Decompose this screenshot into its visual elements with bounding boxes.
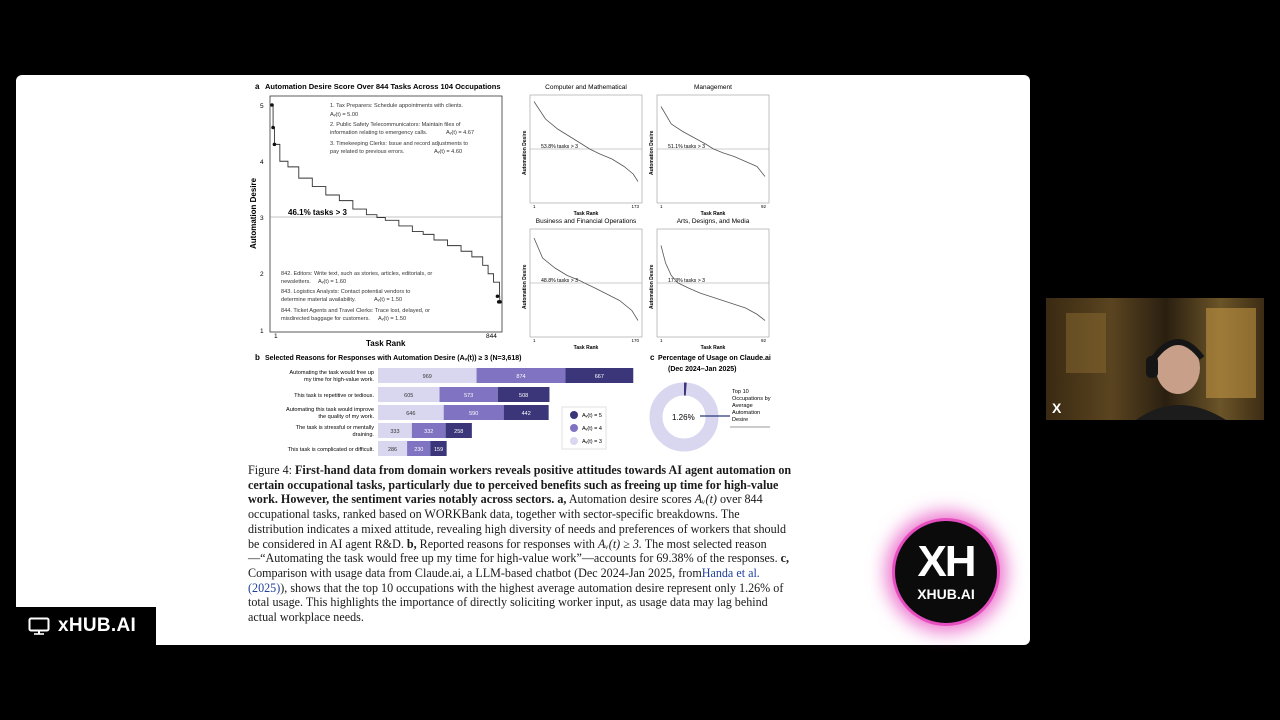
panel-b-legend [562, 407, 606, 449]
bar-category-label: draining. [352, 432, 374, 438]
panel-a-ylabel: Automation Desire [249, 177, 258, 249]
bar-category-label: my time for high-value work. [304, 377, 374, 383]
annotation-844: 844. Ticket Agents and Travel Clerks: Trace lost, delayed, or [281, 308, 430, 314]
bar-value-label: 508 [519, 393, 529, 399]
monitor-icon [28, 617, 50, 635]
annotation-1-score: Aᵥ(t) = 5.00 [330, 112, 359, 118]
sector-xtick-end: 170 [631, 338, 639, 343]
bar-value-label: 573 [464, 393, 474, 399]
annotation-844-line2: misdirected baggage for customers. [281, 316, 370, 322]
brand-badge [16, 607, 156, 645]
caption-a-text2: over 844 occupational tasks, ranked based on WORKBank data, together with sector-specific breakdowns. The distribution indicates a mixed attitude, revealing high diversity of needs and preferences of workers that should be considered in AI agent R&D. [248, 492, 787, 551]
caption-a-math: Aᵥ(t) [694, 492, 717, 507]
sector-ylabel: Automation Desire [649, 264, 655, 309]
bar-category-label: The task is stressful or mentally [295, 425, 374, 431]
sector-ylabel: Automation Desire [522, 264, 528, 309]
bar-category-label: the quality of my work. [318, 414, 374, 420]
sector-xlabel: Task Rank [700, 211, 726, 217]
annotation-3-line2: pay related to previous errors. [330, 149, 405, 155]
caption-lead: Figure 4: [248, 463, 293, 477]
caption-bold: First-hand data from domain workers reveals positive attitudes towards AI agent automation on certain occupational tasks, particularly due to perceived benefits such as freeing up time for high-value work. However, the sentiment varies notably across sectors. [248, 463, 792, 507]
annotation-842-line2: newsletters. [281, 279, 311, 285]
legend-label-3: Aᵥ(t) = 3 [582, 439, 602, 445]
annotation-843-line2: determine material availability. [281, 297, 356, 303]
bar-value-label: 230 [414, 447, 424, 453]
logo-mark: XH [917, 537, 975, 586]
sector-series-line [534, 102, 638, 182]
panel-a-ytick-1: 1 [260, 328, 264, 335]
sector-ylabel: Automation Desire [522, 130, 528, 175]
panel-a [249, 82, 502, 348]
legend-label-5: Aᵥ(t) = 5 [582, 413, 602, 419]
donut-legend-line-3: Average [732, 403, 753, 409]
webcam-scene [1046, 298, 1264, 420]
panel-a-ytick-4: 4 [260, 159, 264, 166]
top-task-dot [273, 143, 277, 147]
webcam-badge: X [1052, 400, 1062, 416]
bar-value-label: 442 [521, 411, 531, 417]
sector-xtick-end: 92 [760, 204, 766, 209]
bottom-task-dot [498, 300, 502, 304]
caption-c-text1: Comparison with usage data from Claude.ai, a LLM-based chatbot (Dec 2024-Jan 2025, from [248, 565, 702, 580]
bar-value-label: 969 [422, 374, 432, 380]
sector-xtick-end: 92 [760, 338, 766, 343]
sector-title: Business and Financial Operations [535, 218, 637, 225]
annotation-2-score: Aᵥ(t) = 4.67 [446, 130, 475, 136]
sector-xtick-start: 1 [533, 204, 536, 209]
panel-a-top-annotations [330, 103, 474, 155]
sector-ylabel: Automation Desire [649, 130, 655, 175]
sector-threshold-label: 53.8% tasks > 3 [541, 144, 579, 150]
sector-xlabel: Task Rank [573, 345, 599, 351]
caption-a-label: a, [557, 492, 567, 507]
sector-title: Management [694, 84, 732, 91]
annotation-843-score: Aᵥ(t) = 1.50 [374, 297, 403, 303]
panel-a-letter: a [255, 82, 260, 91]
panel-c-letter: c [650, 353, 655, 362]
sector-xlabel: Task Rank [573, 211, 599, 217]
annotation-2: 2. Public Safety Telecommunicators: Maintain files of [330, 122, 461, 128]
panel-b-letter: b [255, 353, 260, 362]
bar-category-label: Automating this task would improve [286, 407, 374, 413]
legend-swatch-5 [570, 411, 578, 419]
top-task-dot [270, 103, 274, 107]
bar-value-label: 286 [387, 447, 398, 453]
panel-a-xlabel: Task Rank [366, 339, 406, 348]
webcam-feed [1046, 298, 1264, 420]
bar-value-label: 333 [390, 429, 400, 435]
sector-series-line [661, 107, 765, 177]
annotation-842: 842. Editors: Write text, such as stories, articles, editorials, or [281, 271, 433, 277]
bar-value-label: 159 [433, 447, 444, 453]
bar-value-label: 646 [406, 411, 416, 417]
panel-c-subtitle: (Dec 2024–Jan 2025) [668, 366, 737, 373]
sector-title: Computer and Mathematical [545, 84, 627, 91]
annotation-842-score: Aᵥ(t) = 1.60 [318, 279, 347, 285]
bar-value-label: 590 [469, 411, 479, 417]
bar-category-label: This task is repetitive or tedious. [294, 393, 374, 399]
annotation-3: 3. Timekeeping Clerks: Issue and record adjustments to [330, 141, 469, 147]
panel-a-bottom-annotations [281, 271, 432, 322]
donut-legend [732, 389, 771, 423]
panel-b-title: Selected Reasons for Responses with Automation Desire (Aᵥ(t)) ≥ 3 (N=3,618) [265, 355, 522, 362]
sector-threshold-label: 48.8% tasks > 3 [541, 278, 579, 284]
sector-chart-1 [522, 84, 642, 217]
donut-legend-line-4: Automation [732, 410, 761, 416]
document-viewer [16, 75, 1030, 645]
panel-a-ytick-3: 3 [260, 215, 264, 222]
donut-legend-line-2: Occupations by [732, 396, 771, 402]
sector-chart-4 [649, 218, 769, 351]
caption-b-label: b, [406, 536, 417, 551]
caption-b-text1: Reported reasons for responses with [419, 536, 595, 551]
sector-xtick-start: 1 [660, 204, 663, 209]
figure-caption [248, 463, 793, 625]
bar-value-label: 605 [404, 393, 414, 399]
bar-value-label: 332 [424, 429, 434, 435]
bar-value-label: 874 [516, 374, 526, 380]
panel-c-title: Percentage of Usage on Claude.ai [658, 355, 771, 362]
caption-c-label: c, [780, 551, 790, 566]
top-task-dot [271, 126, 275, 130]
annotation-844-score: Aᵥ(t) = 1.50 [378, 316, 407, 322]
xhub-logo [892, 518, 1000, 626]
bar-value-label: 258 [454, 429, 464, 435]
panel-a-threshold-label: 46.1% tasks > 3 [288, 208, 347, 217]
bottom-task-dot [496, 294, 500, 298]
sector-xlabel: Task Rank [700, 345, 726, 351]
sector-threshold-label: 17.3% tasks > 3 [668, 278, 706, 284]
caption-b-math: Aᵥ(t) ≥ 3. [598, 536, 642, 551]
sector-title: Arts, Designs, and Media [676, 218, 750, 225]
donut-legend-line-1: Top 10 [732, 389, 749, 395]
panel-a-xtick-end: 844 [486, 333, 497, 340]
brand-label: xHUB.AI [58, 615, 137, 636]
panel-a-ytick-2: 2 [260, 271, 264, 278]
caption-citation-link[interactable]: Handa et al. (2025) [248, 565, 760, 595]
panel-b [255, 353, 633, 456]
panel-a-title: Automation Desire Score Over 844 Tasks Across 104 Occupations [265, 82, 501, 91]
bar-category-label: Automating the task would free up [289, 370, 374, 376]
annotation-2-line2: information relating to emergency calls. [330, 130, 428, 136]
annotation-843: 843. Logistics Analysts: Contact potential vendors to [281, 289, 411, 295]
caption-c-text2: ), shows that the top 10 occupations with the highest average automation desire represent only 1.26% of total usage. This highlights the importance of directly soliciting worker input, as usage data may lag behind actual workplace needs. [248, 580, 784, 625]
sector-threshold-label: 51.1% tasks > 3 [668, 144, 706, 150]
sector-small-multiples [522, 84, 769, 351]
caption-a-text1: Automation desire scores [568, 492, 692, 507]
donut-value-label: 1.26% [672, 413, 695, 422]
logo-label: XHUB.AI [917, 586, 975, 602]
annotation-3-score: Aᵥ(t) = 4.60 [434, 149, 463, 155]
panel-c [650, 353, 771, 445]
legend-swatch-4 [570, 424, 578, 432]
panel-a-xtick-start: 1 [274, 333, 278, 340]
donut-legend-line-5: Desire [732, 417, 749, 423]
bar-value-label: 667 [594, 374, 604, 380]
caption-b-text2: The most selected reason—“Automating the task would free up my time for high-value work”—accounts for 69.38% of the responses. [248, 536, 778, 566]
bar-category-label: This task is complicated or difficult. [287, 447, 374, 453]
sector-xtick-start: 1 [660, 338, 663, 343]
legend-label-4: Aᵥ(t) = 4 [582, 426, 602, 432]
annotation-1: 1. Tax Preparers: Schedule appointments with clients. [330, 103, 463, 109]
sector-xtick-end: 173 [631, 204, 639, 209]
legend-swatch-3 [570, 437, 578, 445]
sector-xtick-start: 1 [533, 338, 536, 343]
sector-chart-3 [522, 218, 642, 351]
panel-a-ytick-5: 5 [260, 103, 264, 110]
sector-chart-2 [649, 84, 769, 217]
